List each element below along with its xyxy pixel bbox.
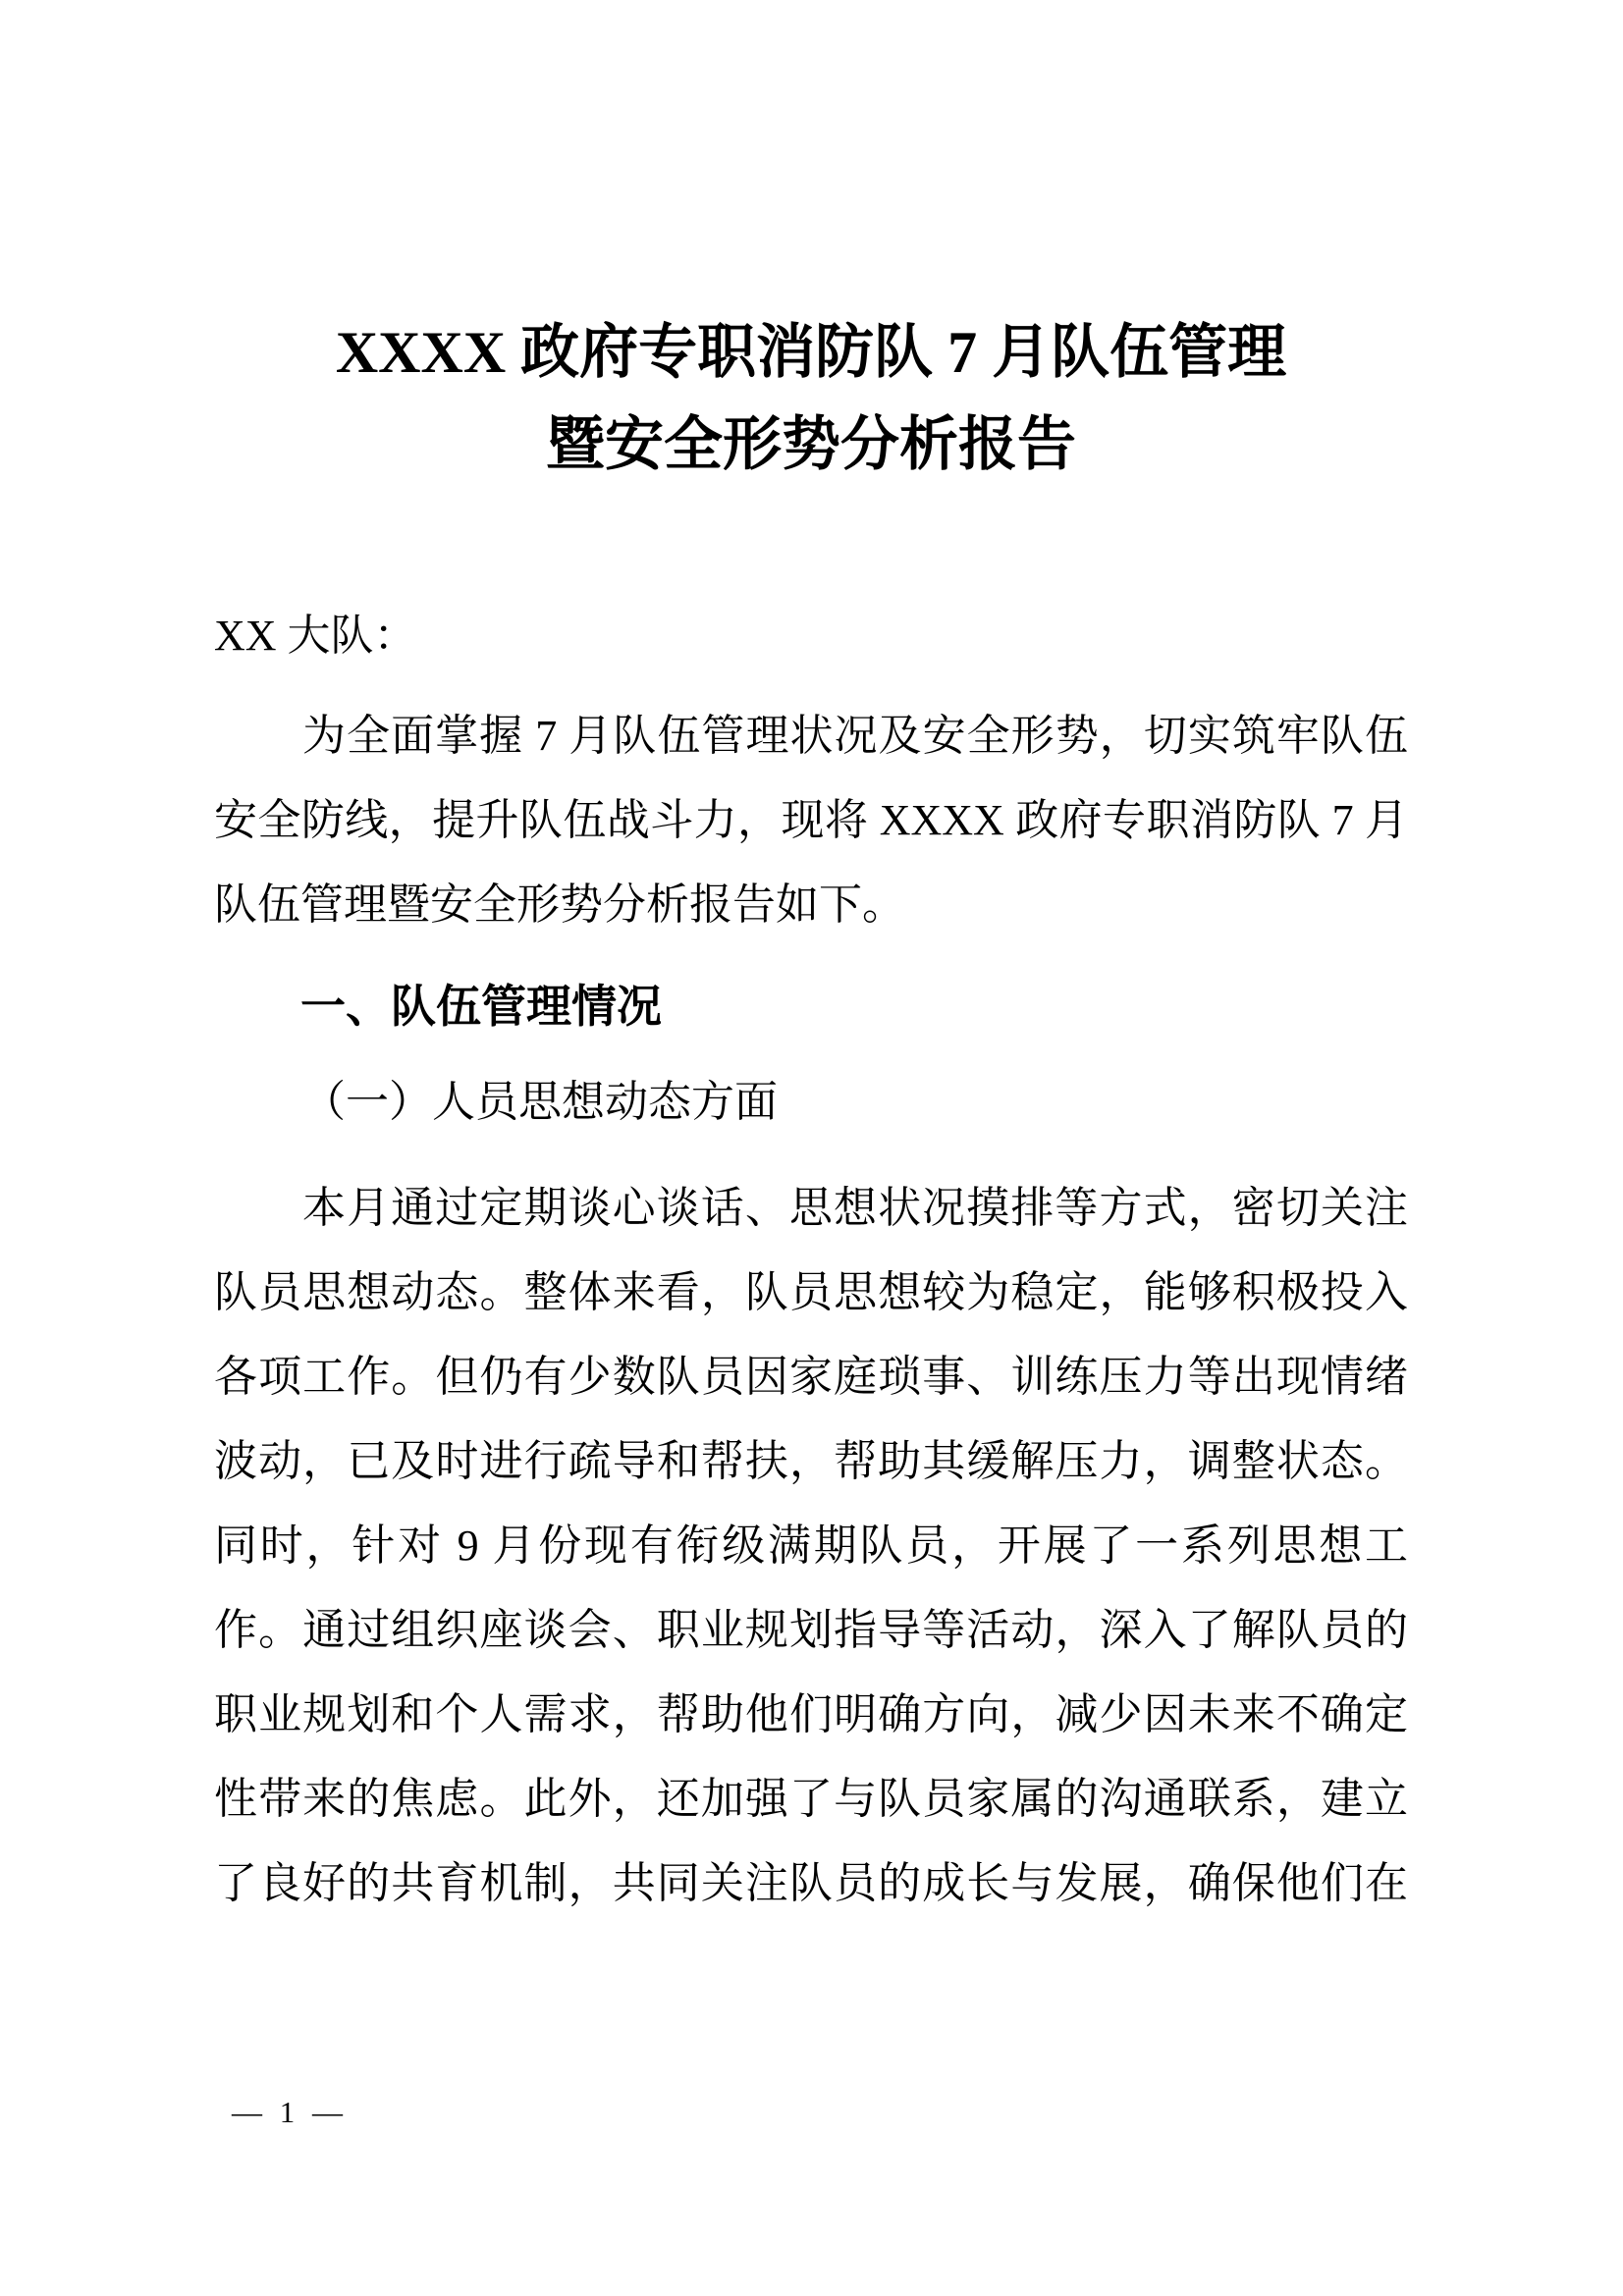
body-line: 作。通过组织座谈会、职业规划指导等活动，深入了解队员的 xyxy=(214,1606,1408,1654)
document-title xyxy=(214,306,1408,491)
title-line-1: XXXX 政府专职消防队 7 月队伍管理 xyxy=(335,320,1287,385)
body-line: 波动，已及时进行疏导和帮扶，帮助其缓解压力，调整状态。 xyxy=(214,1437,1408,1485)
body-line: 队员思想动态。整体来看，队员思想较为稳定，能够积极投入 xyxy=(214,1268,1408,1316)
intro-line: 队伍管理暨安全形势分析报告如下。 xyxy=(214,881,905,929)
body-line: 了良好的共育机制，共同关注队员的成长与发展，确保他们在 xyxy=(214,1859,1408,1907)
subsection-heading: （一）人员思想动态方面 xyxy=(302,1078,778,1126)
body-line: 职业规划和个人需求，帮助他们明确方向，减少因未来不确定 xyxy=(214,1690,1408,1738)
title-line-2: 暨安全形势分析报告 xyxy=(546,412,1076,477)
body-line: 各项工作。但仍有少数队员因家庭琐事、训练压力等出现情绪 xyxy=(214,1353,1408,1401)
intro-line: 为全面掌握 7 月队伍管理状况及安全形势，切实筑牢队伍 xyxy=(302,712,1408,760)
body-line: 本月通过定期谈心谈话、思想状况摸排等方式，密切关注 xyxy=(302,1184,1408,1232)
body-line: 性带来的焦虑。此外，还加强了与队员家属的沟通联系，建立 xyxy=(214,1775,1408,1823)
intro-line: 安全防线，提升队伍战斗力，现将 XXXX 政府专职消防队 7 月 xyxy=(214,796,1408,844)
intro-paragraph xyxy=(214,694,1408,947)
body-paragraph xyxy=(214,1166,1408,1926)
body-line: 同时，针对 9 月份现有衔级满期队员，开展了一系列思想工 xyxy=(214,1522,1408,1570)
salutation: XX 大队： xyxy=(214,612,417,660)
page-number: — 1 — xyxy=(232,2095,348,2129)
section-heading: 一、队伍管理情况 xyxy=(300,981,662,1032)
